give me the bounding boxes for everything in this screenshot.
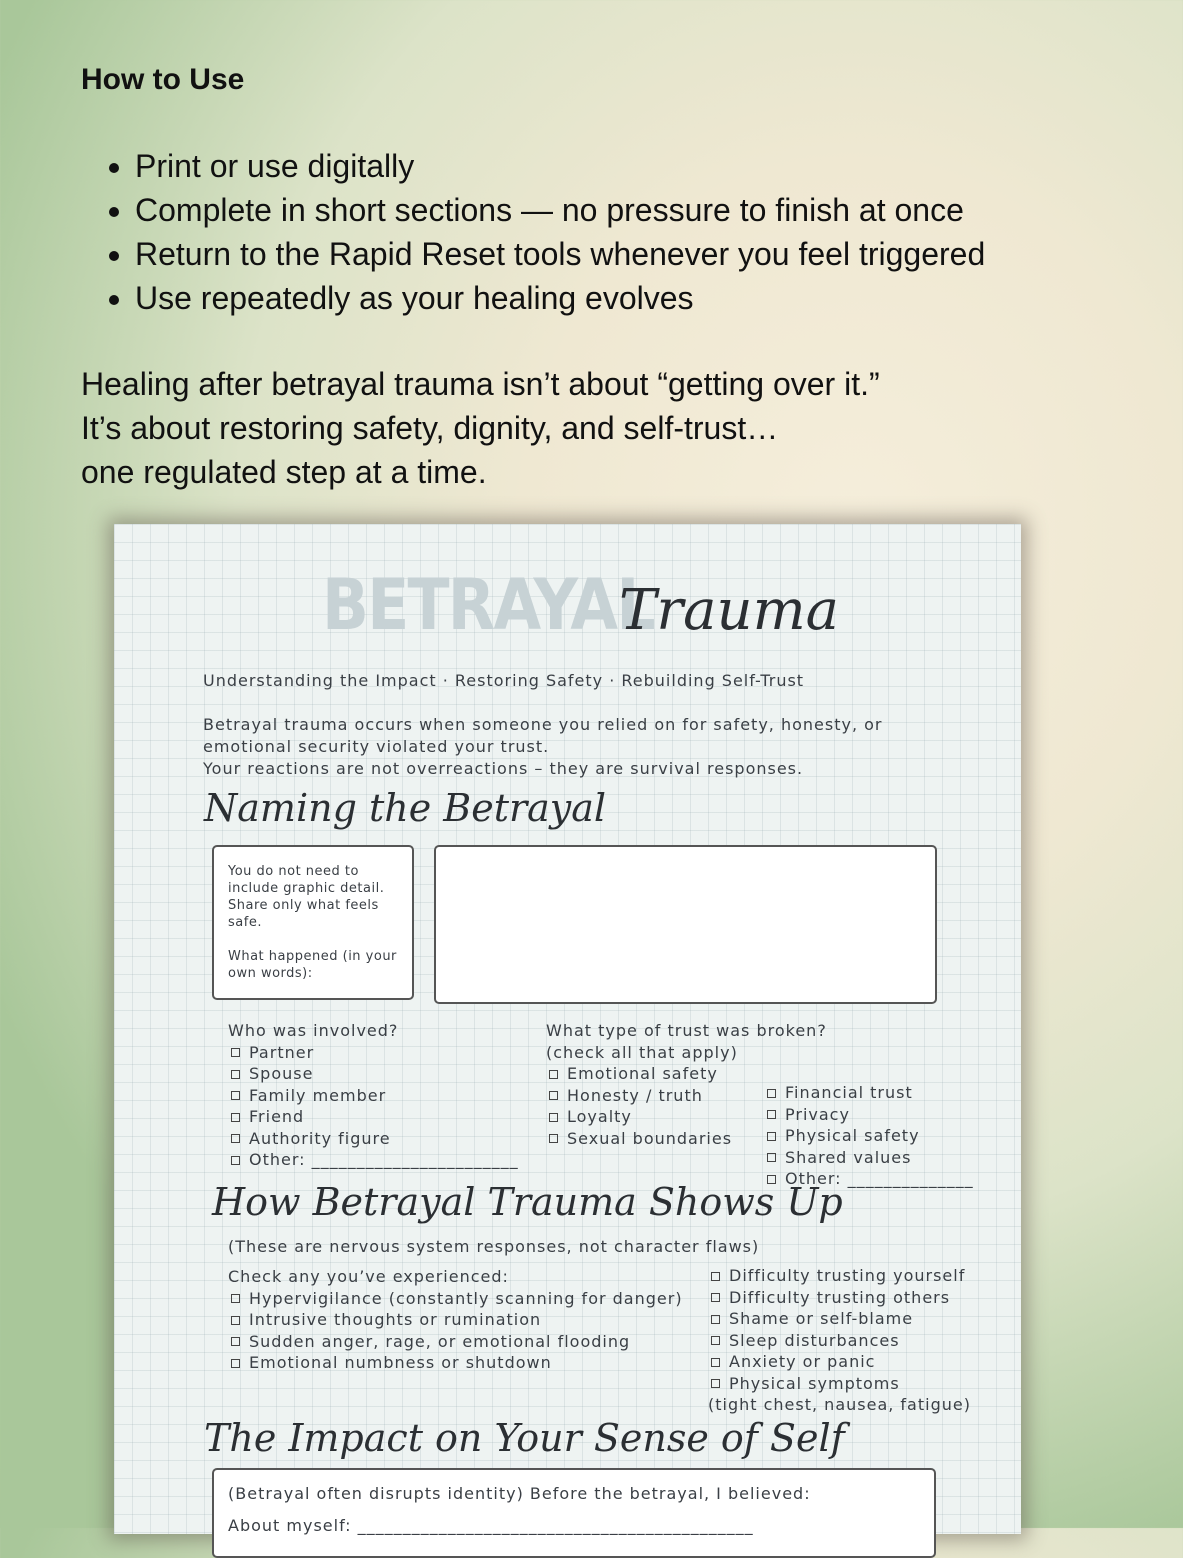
checkbox[interactable]	[711, 1315, 720, 1324]
section-title-naming: Naming the Betrayal	[204, 786, 607, 830]
checkbox-option: Other: ______________	[764, 1168, 974, 1190]
intro-line: emotional security violated your trust.	[203, 737, 550, 756]
checkbox-option: Loyalty	[546, 1106, 827, 1128]
checkbox-option: Physical safety	[764, 1125, 974, 1147]
checkbox-option: Honesty / truth	[546, 1085, 827, 1107]
checkbox[interactable]	[231, 1337, 240, 1346]
trust-type-list-col2	[764, 1082, 974, 1190]
checkbox-option: Sexual boundaries	[546, 1128, 827, 1150]
checkbox[interactable]	[549, 1134, 558, 1143]
checkbox-option: Shared values	[764, 1147, 974, 1169]
checkbox[interactable]	[711, 1336, 720, 1345]
list-item: • Use repeatedly as your healing evolves	[135, 276, 1141, 320]
impact-intro: (Betrayal often disrupts identity) Before the betrayal, I believed:	[228, 1484, 811, 1503]
note-line: include graphic detail.	[228, 881, 385, 896]
checkbox-option: Financial trust	[764, 1082, 974, 1104]
impact-box	[212, 1468, 936, 1558]
list-item: • Return to the Rapid Reset tools whenever you feel triggered	[135, 232, 1141, 276]
checkbox[interactable]	[231, 1359, 240, 1368]
note-line: safe.	[228, 915, 262, 930]
symptoms-list-col2	[708, 1265, 971, 1416]
checkbox-option: Authority figure	[228, 1128, 519, 1150]
checkbox-option: Spouse	[228, 1063, 519, 1085]
checkbox-option: Emotional numbness or shutdown	[228, 1352, 683, 1374]
symptoms-list	[228, 1266, 683, 1374]
list-item: • Complete in short sections — no pressure to finish at once	[135, 188, 1141, 232]
checkbox-option: Partner	[228, 1042, 519, 1064]
symptoms-heading: Check any you’ve experienced:	[228, 1267, 509, 1286]
intro-line: Your reactions are not overreactions – they are survival responses.	[203, 759, 804, 778]
checkbox[interactable]	[549, 1113, 558, 1122]
checkbox[interactable]	[549, 1091, 558, 1100]
symptom-note: (tight chest, nausea, fatigue)	[708, 1395, 971, 1414]
worksheet-preview	[114, 524, 1021, 1534]
checkbox[interactable]	[231, 1156, 240, 1165]
checkbox[interactable]	[549, 1070, 558, 1079]
checkbox[interactable]	[711, 1272, 720, 1281]
checkbox-option: Privacy	[764, 1104, 974, 1126]
checkbox[interactable]	[231, 1091, 240, 1100]
checkbox-option: Emotional safety	[546, 1063, 827, 1085]
section-title-shows-up: How Betrayal Trauma Shows Up	[212, 1180, 843, 1224]
what-happened-write-box[interactable]	[434, 845, 937, 1004]
checkbox[interactable]	[231, 1316, 240, 1325]
checkbox[interactable]	[231, 1070, 240, 1079]
list-item: • Print or use digitally	[135, 144, 1141, 188]
trust-type-heading: What type of trust was broken?	[546, 1021, 827, 1040]
checkbox-option: Intrusive thoughts or rumination	[228, 1309, 683, 1331]
checkbox-option: Friend	[228, 1106, 519, 1128]
worksheet-title-script: Trauma	[619, 578, 840, 643]
closing-line: Healing after betrayal trauma isn’t about “getting over it.”	[81, 366, 880, 402]
checkbox[interactable]	[711, 1293, 720, 1302]
who-involved-list	[228, 1020, 519, 1171]
closing-statement	[81, 362, 1141, 494]
checkbox-option: Anxiety or panic	[708, 1351, 971, 1373]
checkbox[interactable]	[231, 1048, 240, 1057]
who-involved-heading: Who was involved?	[228, 1021, 399, 1040]
checkbox-option: Difficulty trusting yourself	[708, 1265, 971, 1287]
checkbox[interactable]	[767, 1089, 776, 1098]
section2-subtitle: (These are nervous system responses, not character flaws)	[228, 1237, 760, 1256]
section-title-impact: The Impact on Your Sense of Self	[204, 1416, 845, 1460]
worksheet-tagline: Understanding the Impact · Restoring Safety · Rebuilding Self-Trust	[203, 671, 805, 690]
checkbox-option: Difficulty trusting others	[708, 1287, 971, 1309]
checkbox[interactable]	[231, 1134, 240, 1143]
how-to-use-heading: How to Use	[81, 63, 245, 96]
checkbox[interactable]	[711, 1358, 720, 1367]
checkbox[interactable]	[767, 1132, 776, 1141]
how-to-use-section	[81, 58, 1141, 494]
checkbox-option: Hypervigilance (constantly scanning for danger)	[228, 1288, 683, 1310]
how-to-use-list	[81, 144, 1141, 320]
checkbox[interactable]	[767, 1110, 776, 1119]
note-line: You do not need to	[228, 864, 359, 879]
checkbox-option: Family member	[228, 1085, 519, 1107]
note-line: own words):	[228, 966, 313, 981]
checkbox[interactable]	[231, 1294, 240, 1303]
note-line: Share only what feels	[228, 898, 379, 913]
checkbox-option: Shame or self-blame	[708, 1308, 971, 1330]
checkbox[interactable]	[767, 1153, 776, 1162]
worksheet-title-block: BETRAYAL	[322, 564, 654, 646]
checkbox-option: Physical symptoms	[708, 1373, 971, 1395]
intro-line: Betrayal trauma occurs when someone you relied on for safety, honesty, or	[203, 715, 883, 734]
checkbox-option: Sudden anger, rage, or emotional flooding	[228, 1331, 683, 1353]
checkbox[interactable]	[711, 1379, 720, 1388]
about-myself-field[interactable]: About myself: ____________________________________________	[228, 1516, 754, 1535]
trust-type-subheading: (check all that apply)	[546, 1042, 738, 1062]
closing-line: one regulated step at a time.	[81, 454, 487, 490]
worksheet-intro	[203, 714, 963, 780]
closing-line: It’s about restoring safety, dignity, and self-trust…	[81, 410, 779, 446]
note-line: What happened (in your	[228, 949, 397, 964]
checkbox-option: Sleep disturbances	[708, 1330, 971, 1352]
checkbox[interactable]	[231, 1113, 240, 1122]
guidance-note-box	[212, 845, 414, 1000]
checkbox-option: Other: _______________________	[228, 1149, 519, 1171]
